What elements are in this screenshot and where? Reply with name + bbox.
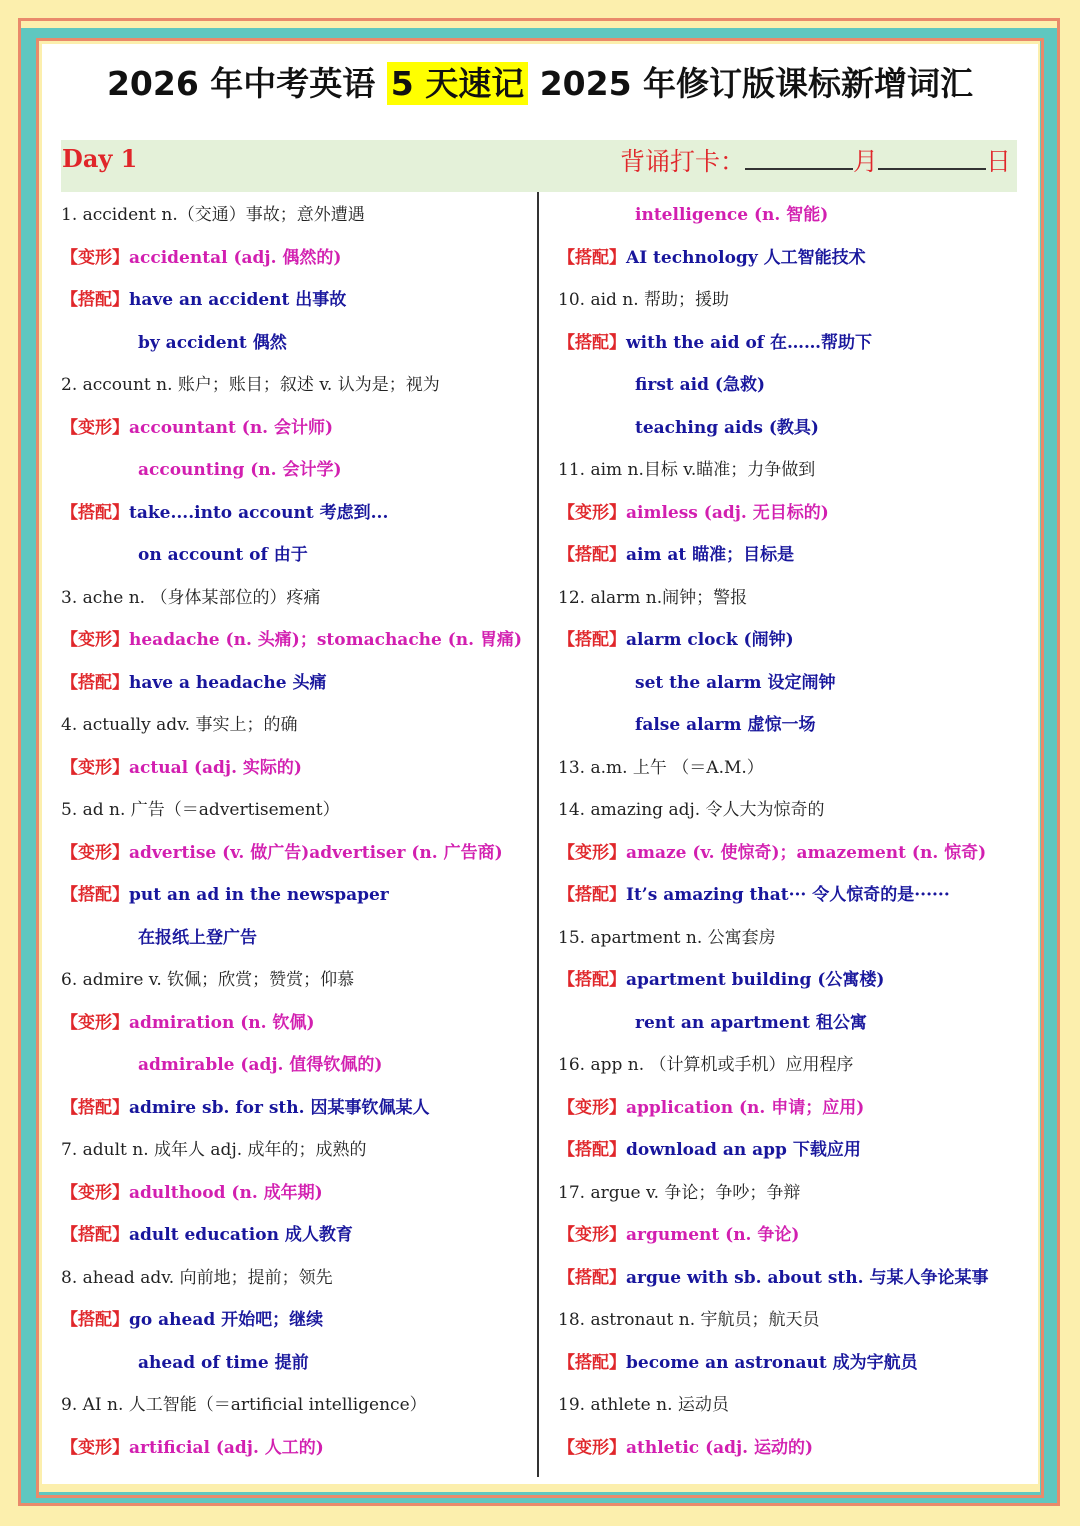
form-tag: 【变形】 xyxy=(558,1097,626,1118)
collocation-text: on account of 由于 xyxy=(138,545,308,565)
form-tag: 【变形】 xyxy=(558,842,626,863)
collocation-text: put an ad in the newspaper xyxy=(129,885,389,905)
form-text: artificial (adj. 人工的) xyxy=(129,1437,324,1458)
form-text: accountant (n. 会计师) xyxy=(129,417,334,438)
collocation-tag: 【搭配】 xyxy=(558,1267,626,1288)
collocation-text: go ahead 开始吧；继续 xyxy=(129,1310,324,1330)
collocation-line xyxy=(558,1267,988,1289)
day-suffix-label: 日 xyxy=(986,147,1012,176)
collocation-text: aim at 瞄准；目标是 xyxy=(626,545,795,565)
collocation-line xyxy=(558,969,884,991)
collocation-line xyxy=(61,1309,323,1331)
column-divider xyxy=(537,192,539,1477)
collocation-text: alarm clock (闹钟) xyxy=(626,630,794,650)
collocation-line xyxy=(558,247,866,269)
title-suffix: 2025 年修订版课标新增词汇 xyxy=(528,64,974,103)
headword-text: 14. amazing adj. 令人大为惊奇的 xyxy=(558,800,825,820)
collocation-text: false alarm 虚惊一场 xyxy=(635,715,816,735)
entry-headword xyxy=(61,1267,333,1289)
checkin-area xyxy=(620,142,1011,178)
headword-text: 11. aim n.目标 v.瞄准；力争做到 xyxy=(558,460,816,480)
collocation-text: download an app 下载应用 xyxy=(626,1140,861,1160)
form-line xyxy=(558,1097,864,1119)
form-tag: 【变形】 xyxy=(558,502,626,523)
headword-text: 15. apartment n. 公寓套房 xyxy=(558,927,776,948)
collocation-text: 在报纸上登广告 xyxy=(138,927,257,948)
form-text: argument (n. 争论) xyxy=(626,1225,800,1245)
collocation-tag: 【搭配】 xyxy=(558,247,626,268)
entry-headword xyxy=(558,1182,800,1204)
headword-text: 8. ahead adv. 向前地；提前；领先 xyxy=(61,1267,333,1288)
form-tag: 【变形】 xyxy=(61,1012,129,1033)
form-text: accounting (n. 会计学) xyxy=(138,460,342,480)
form-line xyxy=(61,757,302,779)
entry-headword xyxy=(558,1309,820,1331)
headword-text: 4. actually adv. 事实上；的确 xyxy=(61,715,298,735)
day-label: Day 1 xyxy=(62,144,138,173)
form-text: actual (adj. 实际的) xyxy=(129,757,302,778)
form-text: accidental (adj. 偶然的) xyxy=(129,247,342,268)
collocation-tag: 【搭配】 xyxy=(558,885,626,905)
entry-headword xyxy=(61,714,298,736)
form-text: adulthood (n. 成年期) xyxy=(129,1182,323,1203)
form-tag: 【变形】 xyxy=(61,630,129,650)
title-prefix: 2026 年中考英语 xyxy=(106,64,387,103)
form-tag: 【变形】 xyxy=(558,1437,626,1458)
entry-headword xyxy=(558,799,825,821)
form-line xyxy=(558,1437,813,1459)
collocation-line xyxy=(138,1352,309,1374)
collocation-line xyxy=(61,1224,353,1246)
form-text: application (n. 申请；应用) xyxy=(626,1097,865,1118)
collocation-tag: 【搭配】 xyxy=(61,885,129,905)
collocation-line xyxy=(558,332,872,354)
form-text: advertise (v. 做广告)advertiser (n. 广告商) xyxy=(129,842,503,863)
form-line xyxy=(138,1054,382,1076)
entry-headword xyxy=(558,927,776,949)
collocation-text: It’s amazing that··· 令人惊奇的是······ xyxy=(626,885,950,905)
collocation-line xyxy=(558,884,950,906)
month-blank[interactable] xyxy=(745,146,853,170)
collocation-line xyxy=(635,714,815,736)
collocation-tag: 【搭配】 xyxy=(61,1097,129,1118)
collocation-text: admire sb. for sth. 因某事钦佩某人 xyxy=(129,1097,430,1118)
collocation-line xyxy=(61,502,388,524)
collocation-line xyxy=(138,927,257,949)
form-line xyxy=(61,247,341,269)
collocation-text: first aid (急救) xyxy=(635,375,766,395)
headword-text: 13. a.m. 上午 （＝A.M.） xyxy=(558,757,764,778)
day-blank[interactable] xyxy=(878,146,986,170)
collocation-line xyxy=(138,544,308,566)
headword-text: 19. athlete n. 运动员 xyxy=(558,1395,729,1415)
form-text: headache (n. 头痛)；stomachache (n. 胃痛) xyxy=(129,630,523,650)
form-text: athletic (adj. 运动的) xyxy=(626,1437,814,1458)
form-tag: 【变形】 xyxy=(61,1437,129,1458)
collocation-text: ahead of time 提前 xyxy=(138,1352,309,1373)
form-line xyxy=(61,1437,324,1459)
headword-text: 1. accident n.（交通）事故；意外遭遇 xyxy=(61,205,365,225)
entry-headword xyxy=(558,1394,729,1416)
collocation-tag: 【搭配】 xyxy=(61,1310,129,1330)
form-text: intelligence (n. 智能) xyxy=(635,205,829,225)
form-line xyxy=(61,417,333,439)
entry-headword xyxy=(558,757,764,779)
form-tag: 【变形】 xyxy=(61,842,129,863)
checkin-label: 背诵打卡： xyxy=(620,147,746,176)
entry-headword xyxy=(61,587,320,609)
collocation-tag: 【搭配】 xyxy=(558,970,626,990)
collocation-line xyxy=(558,1139,861,1161)
collocation-text: have an accident 出事故 xyxy=(129,290,347,310)
form-text: amaze (v. 使惊奇)；amazement (n. 惊奇) xyxy=(626,842,987,863)
headword-text: 10. aid n. 帮助；援助 xyxy=(558,290,730,310)
entry-headword xyxy=(558,289,729,311)
collocation-line xyxy=(138,332,287,354)
collocation-line xyxy=(558,544,794,566)
form-line xyxy=(61,1012,315,1034)
collocation-line xyxy=(61,884,389,906)
collocation-text: by accident 偶然 xyxy=(138,332,287,353)
form-tag: 【变形】 xyxy=(558,1225,626,1245)
collocation-line xyxy=(635,672,835,694)
entry-headword xyxy=(558,587,747,609)
collocation-tag: 【搭配】 xyxy=(558,1140,626,1160)
page-title xyxy=(0,58,1080,105)
collocation-line xyxy=(61,1097,429,1119)
collocation-text: AI technology 人工智能技术 xyxy=(626,247,866,268)
collocation-text: adult education 成人教育 xyxy=(129,1225,353,1245)
collocation-line xyxy=(61,672,326,694)
form-tag: 【变形】 xyxy=(61,247,129,268)
collocation-text: set the alarm 设定闹钟 xyxy=(635,672,836,693)
form-line xyxy=(61,1182,323,1204)
headword-text: 12. alarm n.闹钟；警报 xyxy=(558,587,748,608)
collocation-line xyxy=(558,629,794,651)
headword-text: 7. adult n. 成年人 adj. 成年的；成熟的 xyxy=(61,1140,367,1160)
collocation-line xyxy=(61,289,346,311)
form-line xyxy=(558,842,986,864)
entry-headword xyxy=(61,1139,367,1161)
collocation-tag: 【搭配】 xyxy=(61,672,129,693)
form-text: admiration (n. 钦佩) xyxy=(129,1012,315,1033)
entry-headword xyxy=(558,1054,854,1076)
collocation-text: with the aid of 在……帮助下 xyxy=(626,332,873,353)
headword-text: 3. ache n. （身体某部位的）疼痛 xyxy=(61,587,321,608)
collocation-tag: 【搭配】 xyxy=(558,545,626,565)
collocation-tag: 【搭配】 xyxy=(61,1225,129,1245)
month-label: 月 xyxy=(853,147,879,176)
collocation-tag: 【搭配】 xyxy=(61,502,129,523)
entry-headword xyxy=(61,1394,427,1416)
headword-text: 17. argue v. 争论；争吵；争辩 xyxy=(558,1182,801,1203)
collocation-tag: 【搭配】 xyxy=(558,630,626,650)
entry-headword xyxy=(61,799,340,821)
form-line xyxy=(61,842,503,864)
collocation-text: rent an apartment 租公寓 xyxy=(635,1012,867,1033)
collocation-tag: 【搭配】 xyxy=(558,1352,626,1373)
collocation-line xyxy=(635,374,765,396)
form-line xyxy=(558,502,829,524)
form-text: aimless (adj. 无目标的) xyxy=(626,502,829,523)
title-highlight: 5 天速记 xyxy=(387,62,528,105)
form-text: admirable (adj. 值得钦佩的) xyxy=(138,1055,383,1075)
entry-headword xyxy=(61,374,440,396)
entry-headword xyxy=(61,969,354,991)
headword-text: 9. AI n. 人工智能（＝artificial intelligence） xyxy=(61,1395,427,1415)
collocation-line xyxy=(635,1012,867,1034)
collocation-line xyxy=(558,1352,918,1374)
headword-text: 6. admire v. 钦佩；欣赏；赞赏；仰慕 xyxy=(61,970,355,990)
entry-headword xyxy=(61,204,365,226)
collocation-tag: 【搭配】 xyxy=(61,290,129,310)
form-tag: 【变形】 xyxy=(61,417,129,438)
collocation-text: apartment building (公寓楼) xyxy=(626,970,885,990)
headword-text: 2. account n. 账户；账目；叙述 v. 认为是；视为 xyxy=(61,375,440,395)
collocation-text: teaching aids (教具) xyxy=(635,417,819,438)
collocation-tag: 【搭配】 xyxy=(558,332,626,353)
collocation-text: become an astronaut 成为宇航员 xyxy=(626,1352,918,1373)
form-line xyxy=(635,204,828,226)
form-tag: 【变形】 xyxy=(61,757,129,778)
collocation-text: have a headache 头痛 xyxy=(129,672,327,693)
form-line xyxy=(138,459,342,481)
collocation-text: take....into account 考虑到... xyxy=(129,502,389,523)
collocation-text: argue with sb. about sth. 与某人争论某事 xyxy=(626,1267,989,1288)
form-line xyxy=(558,1224,799,1246)
form-tag: 【变形】 xyxy=(61,1182,129,1203)
headword-text: 16. app n. （计算机或手机）应用程序 xyxy=(558,1055,854,1075)
collocation-line xyxy=(635,417,819,439)
headword-text: 18. astronaut n. 宇航员；航天员 xyxy=(558,1310,820,1330)
entry-headword xyxy=(558,459,815,481)
headword-text: 5. ad n. 广告（＝advertisement） xyxy=(61,800,340,820)
form-line xyxy=(61,629,522,651)
